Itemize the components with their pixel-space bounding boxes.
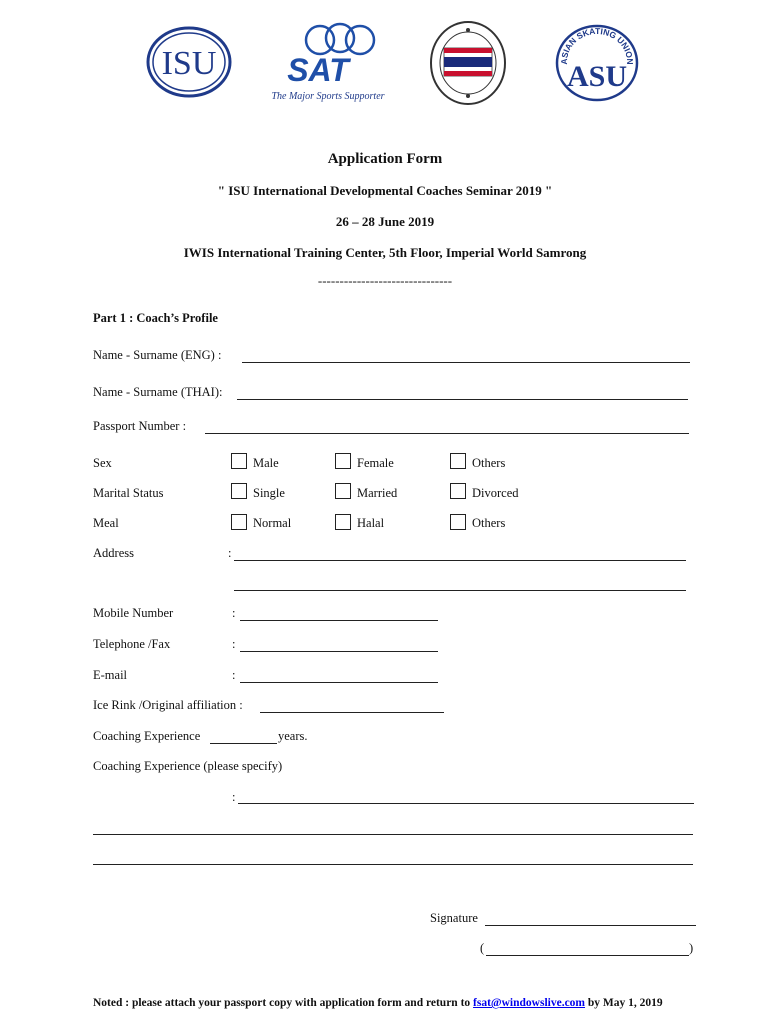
meal-halal-checkbox[interactable]	[335, 514, 351, 530]
signature-label: Signature	[430, 911, 478, 925]
signature-paren-close: )	[689, 941, 694, 955]
coaching-specify-line2[interactable]	[93, 834, 693, 835]
event-venue: IWIS International Training Center, 5th Floor, Imperial World Samrong	[183, 245, 587, 260]
marital-married-checkbox[interactable]	[335, 483, 351, 499]
sat-logo	[268, 18, 388, 104]
meal-label: Meal	[93, 516, 119, 530]
coaching-specify-label: Coaching Experience (please specify)	[93, 759, 283, 773]
sex-male-label: Male	[253, 456, 279, 470]
isu-logo-text: ISU	[161, 45, 217, 82]
name-thai-label: Name - Surname (THAI):	[93, 385, 223, 399]
footer-note	[93, 997, 663, 1009]
telephone-label: Telephone /Fax	[93, 637, 171, 651]
coaching-years-field[interactable]	[210, 743, 277, 744]
name-eng-field[interactable]	[242, 362, 690, 363]
address-label: Address	[93, 546, 134, 560]
sat-tagline: The Major Sports Supporter	[271, 91, 385, 102]
meal-normal-label: Normal	[253, 516, 292, 530]
form-title: Application Form	[327, 151, 443, 167]
marital-married-label: Married	[357, 486, 398, 500]
coaching-specify-line3[interactable]	[93, 864, 693, 865]
meal-normal-checkbox[interactable]	[231, 514, 247, 530]
svg-text:ASIAN SKATING UNION	[559, 26, 635, 65]
marital-label: Marital Status	[93, 486, 164, 500]
divider: -------------------------------	[317, 273, 453, 288]
event-name: " ISU International Developmental Coaches Seminar 2019 "	[217, 183, 553, 198]
footer-email-link[interactable]: fsat@windowslive.com	[473, 997, 586, 1009]
telephone-field[interactable]	[240, 651, 438, 652]
telephone-colon: :	[232, 637, 236, 651]
email-field[interactable]	[240, 682, 438, 683]
coaching-years-unit: years.	[278, 729, 308, 743]
name-eng-label: Name - Surname (ENG) :	[93, 348, 222, 362]
sat-logo-text: SAT	[287, 52, 349, 88]
sex-others-checkbox[interactable]	[450, 453, 466, 469]
marital-single-label: Single	[253, 486, 285, 500]
meal-halal-label: Halal	[357, 516, 385, 530]
mobile-field[interactable]	[240, 620, 438, 621]
marital-divorced-checkbox[interactable]	[450, 483, 466, 499]
mobile-label: Mobile Number	[93, 606, 174, 620]
signature-paren-open: (	[480, 941, 485, 955]
part1-heading: Part 1 : Coach’s Profile	[93, 311, 218, 325]
sex-label: Sex	[93, 456, 112, 470]
asu-logo-arc-text: ASIAN SKATING UNION	[558, 25, 636, 65]
sex-female-label: Female	[357, 456, 394, 470]
marital-single-checkbox[interactable]	[231, 483, 247, 499]
passport-field[interactable]	[205, 433, 689, 434]
footer-note-prefix: Noted : please attach your passport copy with application form and return to	[93, 997, 471, 1009]
coaching-specify-line1[interactable]	[238, 803, 694, 804]
footer-note-suffix: by May 1, 2019	[587, 997, 663, 1009]
address-colon: :	[228, 546, 232, 560]
mobile-colon: :	[232, 606, 236, 620]
coaching-specify-colon: :	[232, 790, 236, 804]
sex-male-checkbox[interactable]	[231, 453, 247, 469]
address-field-line2[interactable]	[234, 590, 686, 591]
meal-others-label: Others	[472, 516, 506, 530]
passport-label: Passport Number :	[93, 419, 187, 433]
printed-name-field[interactable]	[486, 955, 689, 956]
event-dates: 26 – 28 June 2019	[335, 214, 435, 229]
asu-logo	[555, 24, 639, 102]
address-field-line1[interactable]	[234, 560, 686, 561]
name-thai-field[interactable]	[237, 399, 688, 400]
isu-logo	[146, 26, 232, 98]
coaching-exp-label: Coaching Experience	[93, 729, 201, 743]
meal-others-checkbox[interactable]	[450, 514, 466, 530]
ice-rink-label: Ice Rink /Original affiliation :	[93, 698, 243, 712]
sex-others-label: Others	[472, 456, 506, 470]
ice-rink-field[interactable]	[260, 712, 444, 713]
email-label: E-mail	[93, 668, 128, 682]
sex-female-checkbox[interactable]	[335, 453, 351, 469]
signature-field[interactable]	[485, 925, 696, 926]
thai-association-seal	[428, 20, 508, 106]
asu-logo-letters: ASU	[566, 60, 628, 93]
marital-divorced-label: Divorced	[472, 486, 519, 500]
email-colon: :	[232, 668, 236, 682]
